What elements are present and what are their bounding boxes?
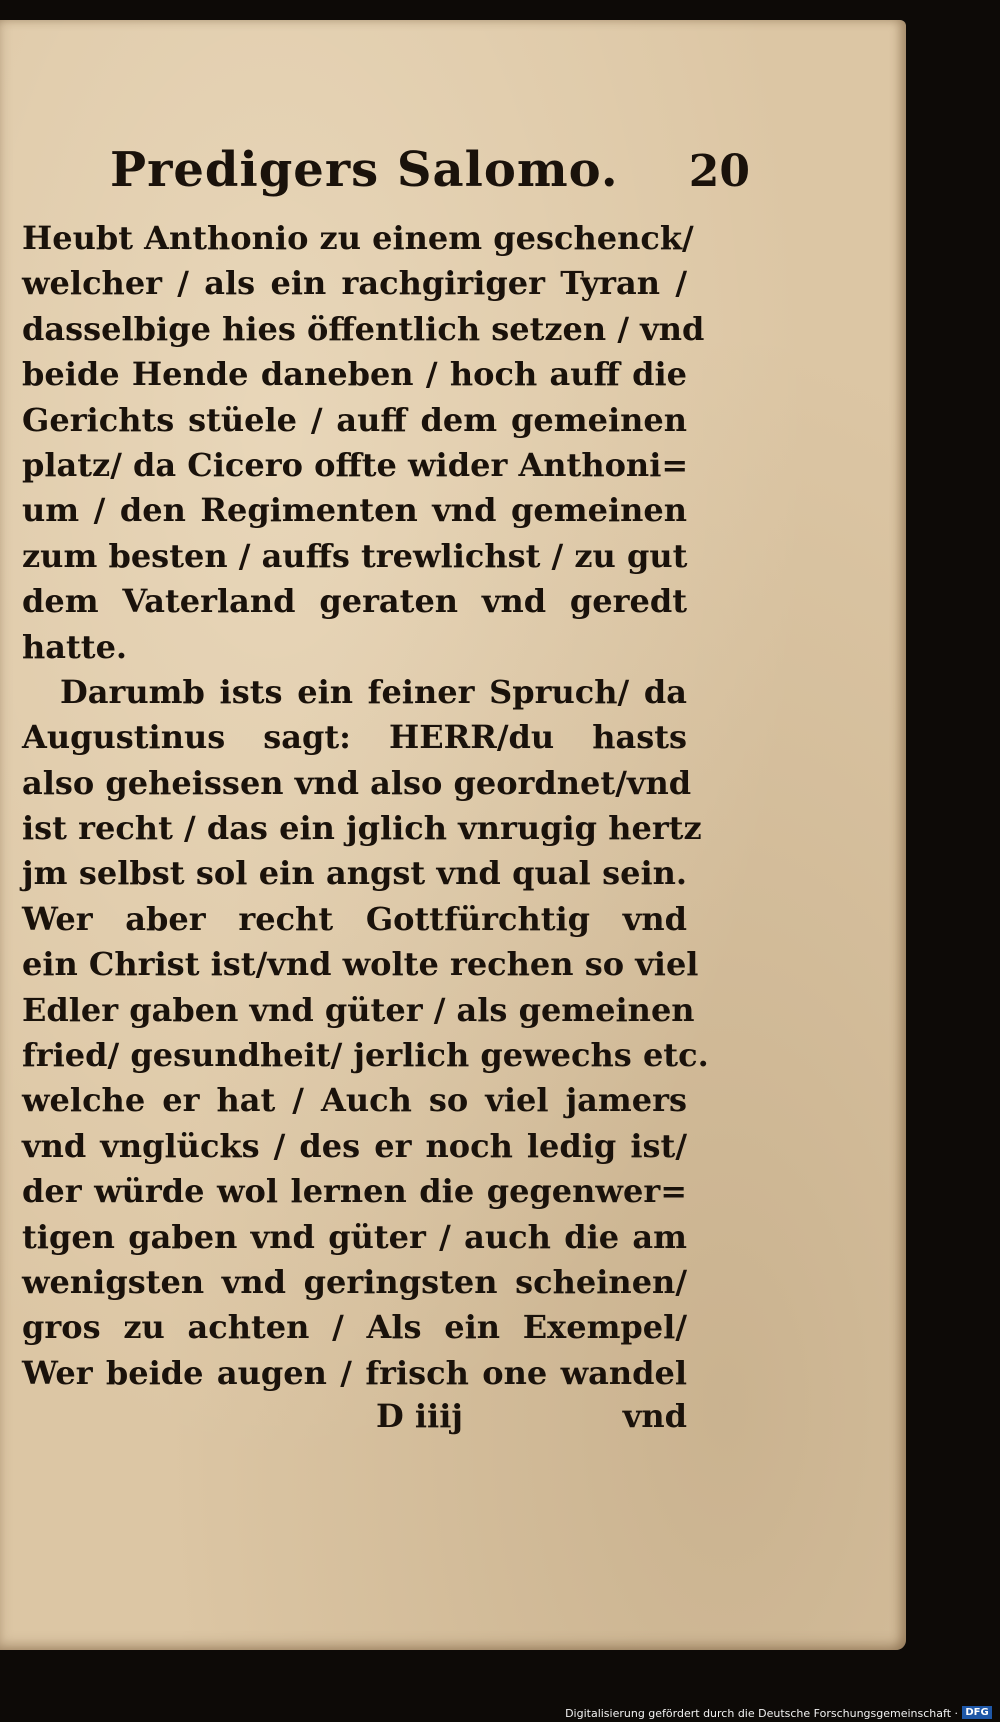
running-title: Predigers Salomo. <box>110 142 619 198</box>
text-line: fried/ gesundheit/ jerlich gewechs etc. <box>22 1036 709 1075</box>
text-line: zum besten / auffs trewlichst / zu gut <box>22 536 688 575</box>
body-text <box>22 216 709 1396</box>
book-page <box>0 20 906 1650</box>
text-line: beide Hende daneben / hoch auff die <box>22 355 687 394</box>
text-line: tigen gaben vnd güter / auch die am <box>22 1217 687 1256</box>
page-header <box>110 142 750 222</box>
text-line: wenigsten vnd geringsten scheinen/ <box>22 1262 687 1301</box>
signature-mark: D iiij <box>376 1397 463 1435</box>
text-line: ist recht / das ein jglich vnrugig hertz <box>22 809 702 848</box>
text-line: dem Vaterland geraten vnd geredt <box>22 582 687 621</box>
text-line: jm selbst sol ein angst vnd qual sein. <box>22 854 687 893</box>
text-line: welche er hat / Auch so viel jamers <box>22 1081 687 1120</box>
text-line: dasselbige hies öffentlich setzen / vnd <box>22 309 705 348</box>
text-line: Augustinus sagt: HERR/du hasts <box>22 718 687 757</box>
text-line: Gerichts stüele / auff dem gemeinen <box>22 400 687 439</box>
text-line: hatte. <box>22 627 128 666</box>
text-line: um / den Regimenten vnd gemeinen <box>22 491 687 530</box>
text-line: Darumb ists ein feiner Spruch/ da <box>60 672 687 711</box>
text-line: also geheissen vnd also geordnet/vnd <box>22 763 692 802</box>
page-number: 20 <box>688 146 750 197</box>
text-line: platz/ da Cicero offte wider Anthoni= <box>22 445 689 484</box>
text-line: Heubt Anthonio zu einem geschenck/ <box>22 219 694 257</box>
text-line: welcher / als ein rachgiriger Tyran / <box>22 264 687 303</box>
text-line: Wer beide augen / frisch one wandel <box>22 1353 687 1392</box>
text-line: der würde wol lernen die gegenwer= <box>22 1172 687 1211</box>
page-footer <box>22 1397 687 1447</box>
text-line: gros zu achten / Als ein Exempel/ <box>22 1308 687 1347</box>
text-line: Wer aber recht Gottfürchtig vnd <box>22 899 687 938</box>
dfg-logo: DFG <box>962 1706 992 1719</box>
digitization-credit: Digitalisierung gefördert durch die Deutsche Forschungsgemeinschaft · <box>565 1707 958 1720</box>
catchword: vnd <box>622 1397 687 1435</box>
text-line: vnd vnglücks / des er noch ledig ist/ <box>22 1126 687 1165</box>
text-line: ein Christ ist/vnd wolte rechen so viel <box>22 945 699 984</box>
text-line: Edler gaben vnd güter / als gemeinen <box>22 990 695 1029</box>
